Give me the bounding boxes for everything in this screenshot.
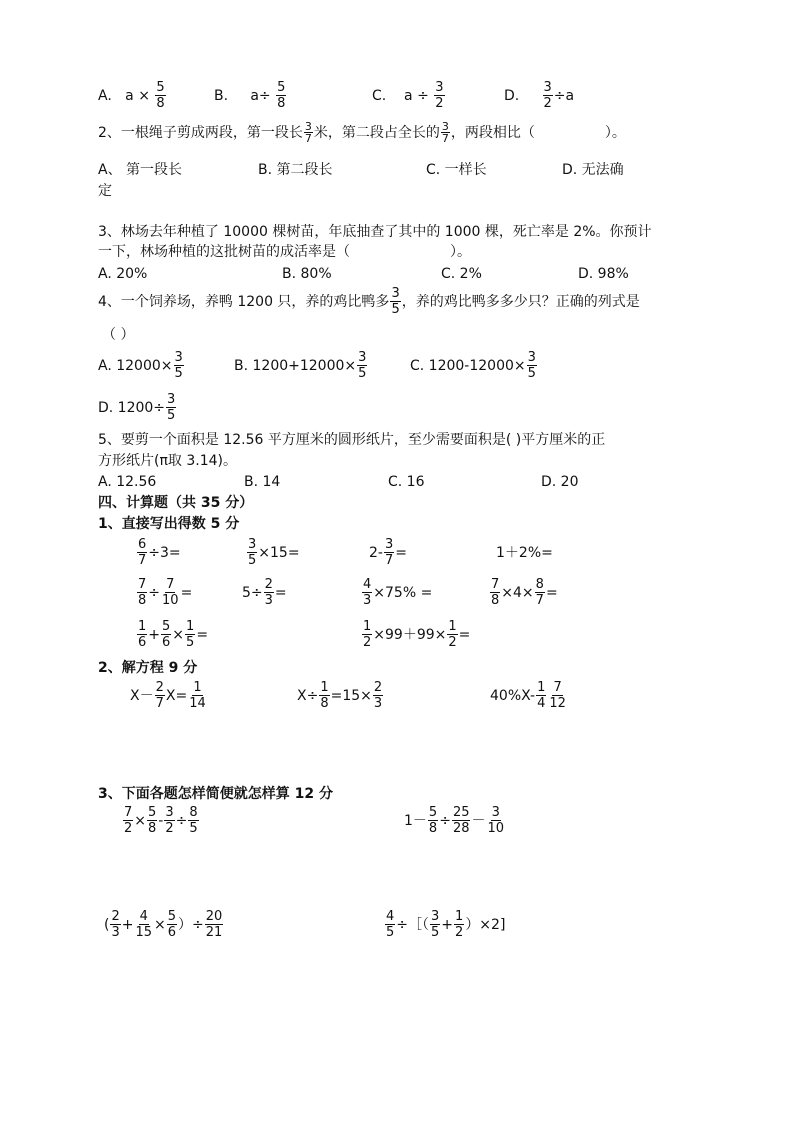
q2-option-d: D. 无法确 xyxy=(562,162,624,178)
section-4-sub-3: 3、下面各题怎样简便就怎样算 12 分 xyxy=(98,786,333,802)
fraction: $\frac{7}{8}$ xyxy=(138,577,147,608)
q2-option-b: B. 第二段长 xyxy=(258,162,333,178)
fraction: $\frac{1}{8}$ xyxy=(320,680,329,711)
fraction: $\frac{20}{21}$ xyxy=(205,909,223,940)
section-4-sub-2: 2、解方程 9 分 xyxy=(98,660,198,676)
q5-option-a: A. 12.56 xyxy=(98,474,157,490)
simplify-4: $\frac{4}{5}$ ÷［（ $\frac{3}{5}$ + $\frac{1}{2}$ ）×2] xyxy=(386,909,506,940)
fraction: $\frac{5}{6}$ xyxy=(162,619,171,650)
q4-option-a: A. 12000× $\frac{3}{5}$ xyxy=(98,350,183,381)
fraction: $\frac{7}{2}$ xyxy=(124,805,133,836)
direct-calc-r3c1: $\frac{1}{6}$ + $\frac{5}{6}$ × $\frac{1}{5}$ = xyxy=(138,619,209,650)
fraction: $\frac{3}{5}$ xyxy=(391,286,400,317)
direct-calc-r3c3: $\frac{1}{2}$ ×99＋99× $\frac{1}{2}$ = xyxy=(363,619,471,650)
fraction: $\frac{25}{28}$ xyxy=(452,805,470,836)
equation-2: X÷ $\frac{1}{8}$ =15× $\frac{2}{3}$ xyxy=(297,680,383,711)
fraction: $\frac{1}{14}$ xyxy=(189,680,206,711)
q2-option-a: A、 第一段长 xyxy=(98,162,183,178)
fraction: $\frac{2}{3}$ xyxy=(264,577,273,608)
equation-3: 40%X- $\frac{1}{4}$ $\frac{7}{12}$ xyxy=(490,680,566,711)
fraction: $\frac{5}{8}$ xyxy=(277,80,286,111)
q4-option-d: D. 1200÷ $\frac{3}{5}$ xyxy=(98,392,176,423)
fraction: $\frac{2}{3}$ xyxy=(373,680,383,711)
fraction: $\frac{3}{7}$ xyxy=(384,537,394,568)
fraction: $\frac{7}{12}$ xyxy=(549,680,566,711)
fraction: $\frac{5}{8}$ xyxy=(148,805,157,836)
q5-option-d: D. 20 xyxy=(541,474,579,490)
fraction: $\frac{3}{5}$ xyxy=(174,350,183,381)
fraction: $\frac{1}{4}$ xyxy=(537,680,546,711)
q5-option-c: C. 16 xyxy=(388,474,425,490)
question-4-answer-blank[interactable]: （ ） xyxy=(102,327,135,343)
fraction: $\frac{1}{2}$ xyxy=(448,619,457,650)
q5-option-b: B. 14 xyxy=(244,474,281,490)
fraction: $\frac{8}{7}$ xyxy=(535,577,544,608)
question-3-line-2: 一下，林场种植的这批树苗的成活率是（ ）。 xyxy=(98,244,471,260)
fraction: $\frac{3}{5}$ xyxy=(248,537,257,568)
q4-option-c: C. 1200-12000× $\frac{3}{5}$ xyxy=(410,350,536,381)
fraction: $\frac{7}{10}$ xyxy=(162,577,179,608)
direct-calc-r2c3: $\frac{4}{3}$ ×75% = xyxy=(363,577,433,608)
fraction: $\frac{3}{5}$ xyxy=(167,392,176,423)
direct-calc-r2c1: $\frac{7}{8}$ ÷ $\frac{7}{10}$ = xyxy=(138,577,193,608)
q4-option-b: B. 1200+12000× $\frac{3}{5}$ xyxy=(234,350,367,381)
simplify-2: 1－ $\frac{5}{8}$ ÷ $\frac{25}{28}$ － $\frac{3}{10}$ xyxy=(404,805,505,836)
fraction: $\frac{6}{7}$ xyxy=(138,537,147,568)
fraction: $\frac{3}{10}$ xyxy=(487,805,505,836)
direct-calc-r1c1: $\frac{6}{7}$ ÷3= xyxy=(138,537,181,568)
direct-calc-r1c3: 2 - $\frac{3}{7}$ = xyxy=(369,537,407,568)
simplify-1: $\frac{7}{2}$ × $\frac{5}{8}$ - $\frac{3}{2}$ ÷ $\frac{8}{5}$ xyxy=(124,805,198,836)
section-4-title: 四、计算题（共 35 分） xyxy=(98,495,254,511)
fraction: $\frac{3}{2}$ xyxy=(543,80,552,111)
direct-calc-r2c4: $\frac{7}{8}$ ×4× $\frac{8}{7}$ = xyxy=(491,577,558,608)
fraction: $\frac{4}{3}$ xyxy=(363,577,372,608)
question-5-line-1: 5、要剪一个面积是 12.56 平方厘米的圆形纸片，至少需要面积是( )平方厘米的正 xyxy=(98,432,606,448)
fraction: $\frac{3}{5}$ xyxy=(431,909,440,940)
fraction: $\frac{3}{7}$ xyxy=(441,120,449,145)
question-4: 4、一个饲养场，养鸭 1200 只，养的鸡比鸭多 $\frac{3}{5}$ ，养的鸡比鸭多多少只？正确的列式是 xyxy=(98,286,640,317)
direct-calc-r1c4: 1＋2%= xyxy=(496,545,553,561)
direct-calc-r1c2: $\frac{3}{5}$ ×15= xyxy=(248,537,300,568)
fraction: $\frac{2}{3}$ xyxy=(111,909,120,940)
fraction: $\frac{1}{2}$ xyxy=(455,909,464,940)
direct-calc-r2c2: 5÷ $\frac{2}{3}$ = xyxy=(242,577,287,608)
fraction: $\frac{1}{6}$ xyxy=(138,619,147,650)
q3-option-a: A. 20% xyxy=(98,266,148,282)
question-5-line-2: 方形纸片(π取 3.14)。 xyxy=(98,453,237,469)
fraction: $\frac{1}{5}$ xyxy=(186,619,195,650)
q1-option-a: A. a × $\frac{5}{8}$ xyxy=(98,80,165,111)
fraction: $\frac{3}{5}$ xyxy=(527,350,536,381)
fraction: $\frac{2}{7}$ xyxy=(155,680,164,711)
q2-option-d-continued: 定 xyxy=(98,183,112,199)
fraction: $\frac{1}{2}$ xyxy=(363,619,372,650)
q3-option-d: D. 98% xyxy=(578,266,629,282)
fraction: $\frac{3}{7}$ xyxy=(304,120,312,145)
fraction: $\frac{4}{15}$ xyxy=(135,909,153,940)
equation-1: X－ $\frac{2}{7}$ X= $\frac{1}{14}$ xyxy=(130,680,206,711)
q3-option-c: C. 2% xyxy=(441,266,482,282)
simplify-3: ( $\frac{2}{3}$ + $\frac{4}{15}$ × $\frac{5}{6}$ ）÷ $\frac{20}{21}$ xyxy=(104,909,223,940)
q1-option-d: D. $\frac{3}{2}$ ÷a xyxy=(504,80,575,111)
question-3-line-1: 3、林场去年种植了 10000 棵树苗，年底抽查了其中的 1000 棵，死亡率是 2%。你预计 xyxy=(98,224,652,240)
q1-option-b: B. a÷ $\frac{5}{8}$ xyxy=(214,80,286,111)
fraction: $\frac{7}{8}$ xyxy=(491,577,500,608)
fraction: $\frac{4}{5}$ xyxy=(386,909,395,940)
q2-option-c: C. 一样长 xyxy=(426,162,487,178)
section-4-sub-1: 1、直接写出得数 5 分 xyxy=(98,516,240,532)
fraction: $\frac{3}{2}$ xyxy=(435,80,444,111)
fraction: $\frac{3}{2}$ xyxy=(165,805,174,836)
question-2: 2、一根绳子剪成两段，第一段长 $\frac{3}{7}$ 米，第二段占全长的 $\frac{3}{7}$ ，两段相比（ ）。 xyxy=(98,120,626,145)
q1-option-c: C. a ÷ $\frac{3}{2}$ xyxy=(372,80,444,111)
fraction: $\frac{3}{5}$ xyxy=(358,350,367,381)
q3-option-b: B. 80% xyxy=(282,266,332,282)
fraction: $\frac{5}{8}$ xyxy=(156,80,165,111)
fraction: $\frac{5}{8}$ xyxy=(428,805,438,836)
fraction: $\frac{8}{5}$ xyxy=(189,805,198,836)
fraction: $\frac{5}{6}$ xyxy=(167,909,177,940)
